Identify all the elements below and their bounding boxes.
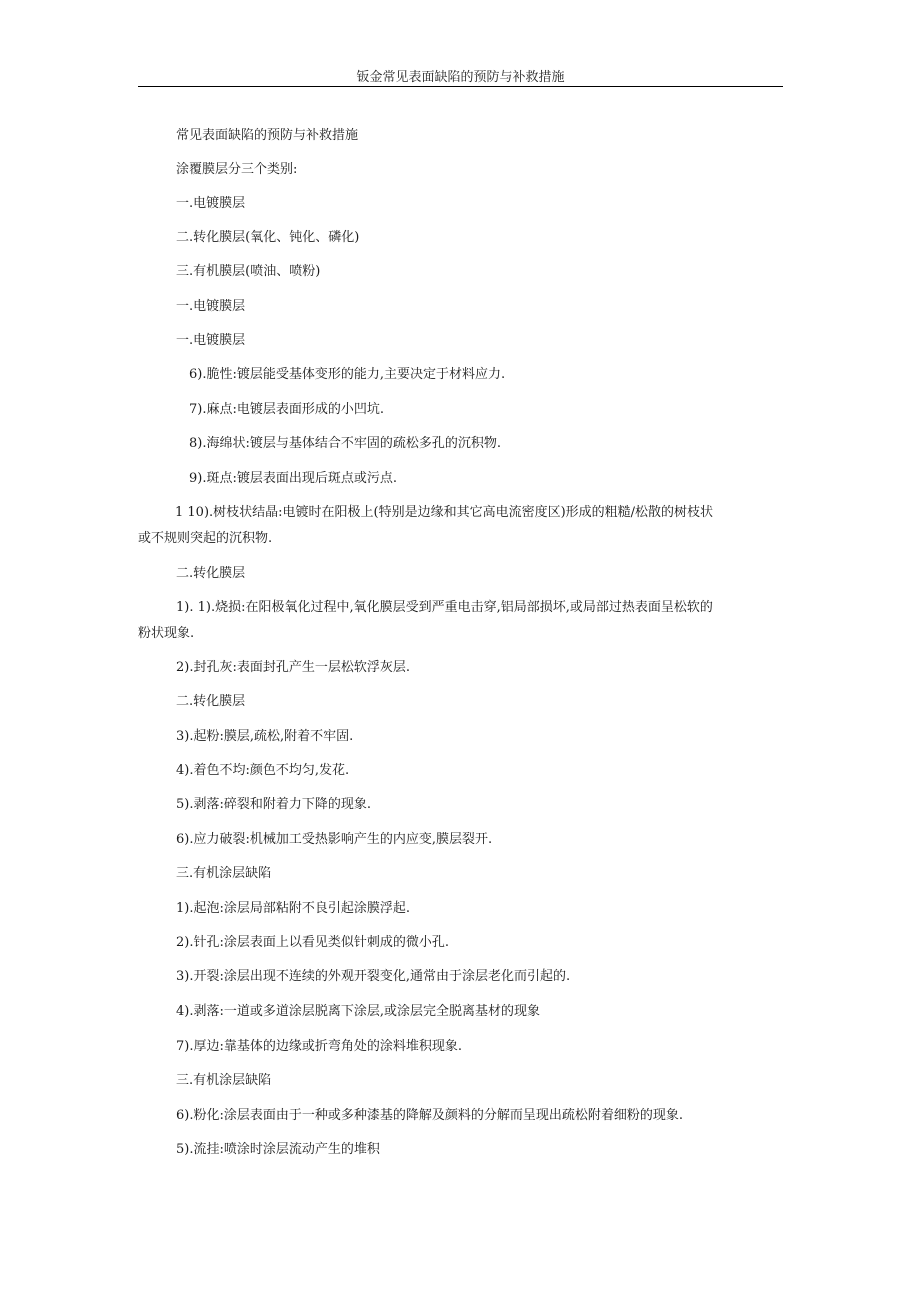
paragraph: 三.有机涂层缺陷 <box>176 1073 272 1088</box>
paragraph: 6).脆性:镀层能受基体变形的能力,主要决定于材料应力. <box>189 367 506 382</box>
paragraph: 2).封孔灰:表面封孔产生一层松软浮灰层. <box>176 660 410 675</box>
paragraph: 二.转化膜层 <box>176 566 246 581</box>
paragraph: 涂覆膜层分三个类别: <box>176 162 298 177</box>
paragraph: 二.转化膜层 <box>176 694 246 709</box>
paragraph: 4).着色不均:颜色不均匀,发花. <box>176 763 350 778</box>
paragraph: 1 10).树枝状结晶:电镀时在阳极上(特别是边缘和其它高电流密度区)形成的粗糙/松散的树枝状 <box>175 505 714 520</box>
paragraph: 3).起粉:膜层,疏松,附着不牢固. <box>176 729 354 744</box>
paragraph: 4).剥落:一道或多道涂层脱离下涂层,或涂层完全脱离基材的现象 <box>176 1004 540 1019</box>
paragraph: 1). 1).烧损:在阳极氧化过程中,氧化膜层受到严重电击穿,铝局部损坏,或局部过热表面呈松软的 <box>176 600 713 615</box>
paragraph: 一.电镀膜层 <box>176 196 246 211</box>
paragraph: 1).起泡:涂层局部粘附不良引起涂膜浮起. <box>176 901 410 916</box>
paragraph: 三.有机膜层(喷油、喷粉) <box>176 264 321 279</box>
paragraph: 常见表面缺陷的预防与补救措施 <box>176 128 359 143</box>
paragraph: 三.有机涂层缺陷 <box>176 866 272 881</box>
paragraph: 粉状现象. <box>138 626 195 641</box>
paragraph: 5).流挂:喷涂时涂层流动产生的堆积 <box>176 1142 380 1157</box>
paragraph: 7).厚边:靠基体的边缘或折弯角处的涂料堆积现象. <box>176 1039 462 1054</box>
paragraph: 二.转化膜层(氧化、钝化、磷化) <box>176 230 360 245</box>
paragraph: 一.电镀膜层 <box>176 299 246 314</box>
paragraph: 9).斑点:镀层表面出现后斑点或污点. <box>189 471 397 486</box>
paragraph: 一.电镀膜层 <box>176 333 246 348</box>
header-title: 钣金常见表面缺陷的预防与补救措施 <box>356 70 565 85</box>
paragraph: 5).剥落:碎裂和附着力下降的现象. <box>176 797 371 812</box>
paragraph: 或不规则突起的沉积物. <box>138 531 273 546</box>
paragraph: 2).针孔:涂层表面上以看见类似针刺成的微小孔. <box>176 935 449 950</box>
paragraph: 6).粉化:涂层表面由于一种或多种漆基的降解及颜料的分解而呈现出疏松附着细粉的现象. <box>176 1108 683 1123</box>
paragraph: 3).开裂:涂层出现不连续的外观开裂变化,通常由于涂层老化而引起的. <box>176 969 571 984</box>
paragraph: 7).麻点:电镀层表面形成的小凹坑. <box>189 402 384 417</box>
paragraph: 6).应力破裂:机械加工受热影响产生的内应变,膜层裂开. <box>176 832 493 847</box>
paragraph: 8).海绵状:镀层与基体结合不牢固的疏松多孔的沉积物. <box>189 436 501 451</box>
